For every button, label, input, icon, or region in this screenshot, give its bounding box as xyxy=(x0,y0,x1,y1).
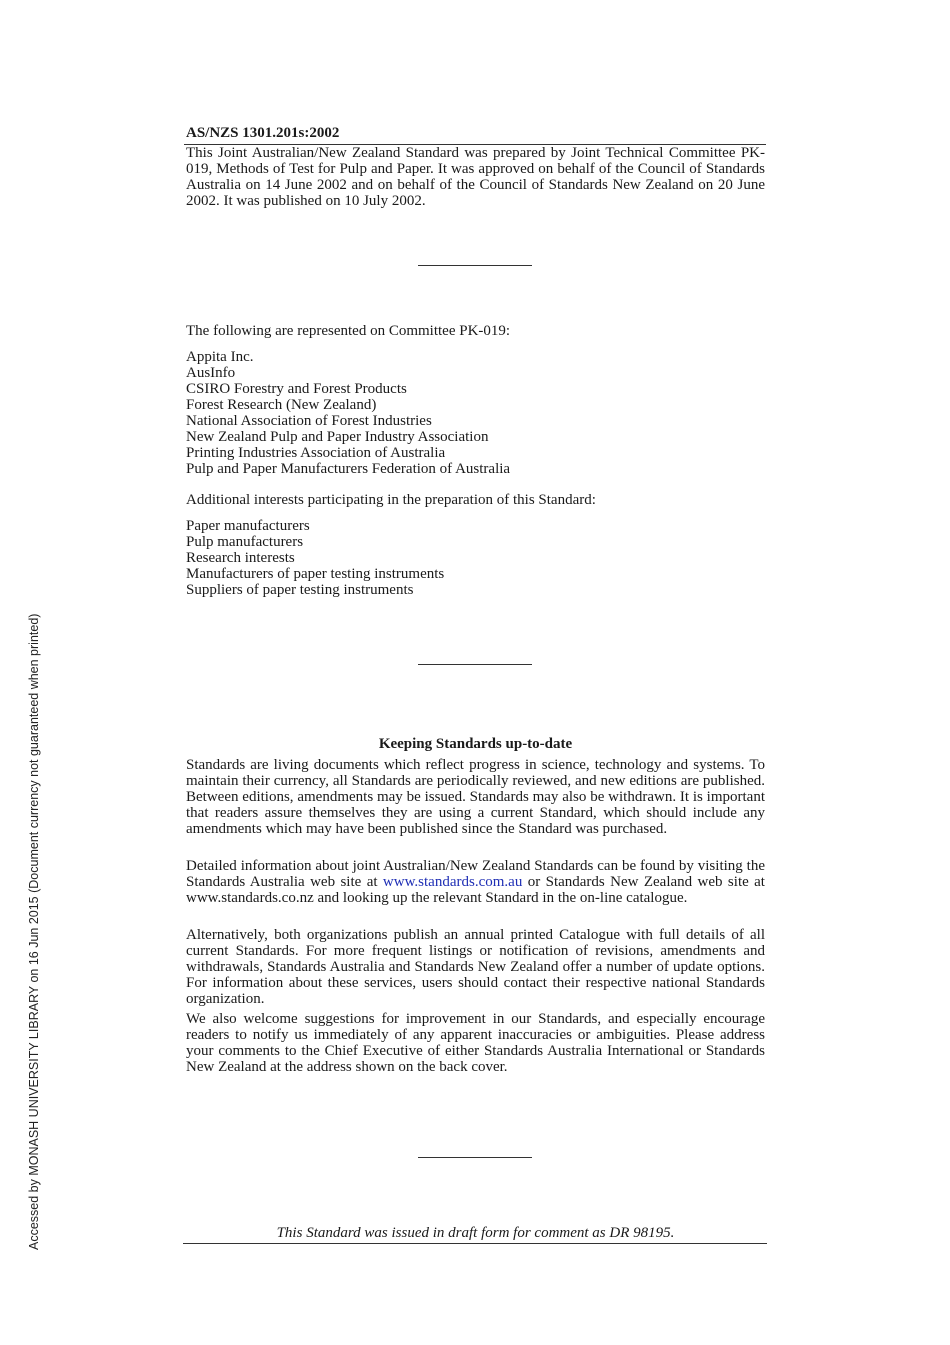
access-watermark: Accessed by MONASH UNIVERSITY LIBRARY on 16 Jun 2015 (Document currency not guaranteed when printed) xyxy=(27,613,41,1250)
footer-rule xyxy=(183,1243,767,1244)
section-divider-2 xyxy=(418,664,532,665)
committee-member: CSIRO Forestry and Forest Products xyxy=(186,381,407,397)
paragraph-text: or Standards New Zealand web site at www.standards.co.nz and looking up the relevant Standard in the on-line catalogue. xyxy=(186,874,765,906)
standards-australia-link[interactable]: www.standards.com.au xyxy=(382,874,523,890)
section-divider-3 xyxy=(418,1157,532,1158)
committee-member: Printing Industries Association of Australia xyxy=(186,445,446,461)
document-page xyxy=(186,0,765,1345)
committee-member: Pulp and Paper Manufacturers Federation of Australia xyxy=(186,461,511,477)
committee-member: AusInfo xyxy=(186,365,236,381)
keeping-paragraph-3: Alternatively, both organizations publish an annual printed Catalogue with full details of all current Standards. For more frequent listings or notification of revisions, amendments and withdrawals, Standards Australia and Standards New Zealand offer a number of update options. For information about these services, users should contact their respective national Standards organization. xyxy=(186,927,765,1007)
additional-interest: Paper manufacturers xyxy=(186,518,310,534)
committee-member-list xyxy=(186,349,510,477)
additional-interest: Pulp manufacturers xyxy=(186,534,304,550)
additional-interest: Manufacturers of paper testing instruments xyxy=(186,566,445,582)
additional-interests-list xyxy=(186,518,444,598)
additional-interests-intro: Additional interests participating in the preparation of this Standard: xyxy=(186,492,596,508)
keeping-standards-heading: Keeping Standards up-to-date xyxy=(378,736,573,752)
additional-interest: Suppliers of paper testing instruments xyxy=(186,582,414,598)
additional-interest: Research interests xyxy=(186,550,295,566)
draft-note: This Standard was issued in draft form for comment as DR 98195. xyxy=(276,1225,675,1241)
standard-id: AS/NZS 1301.201s:2002 xyxy=(186,125,340,141)
keeping-paragraph-4: We also welcome suggestions for improvement in our Standards, and especially encourage readers to notify us immediately of any apparent inaccuracies or ambiguities. Please address your comments to the Chief Executive of either Standards Australia International or Standards New Zealand at the address shown on the back cover. xyxy=(186,1011,765,1075)
keeping-paragraph-2 xyxy=(186,858,765,906)
committee-member: Forest Research (New Zealand) xyxy=(186,397,377,413)
keeping-paragraph-1: Standards are living documents which reflect progress in science, technology and systems. To maintain their currency, all Standards are periodically reviewed, and new editions are published. Between editions, amendments may be issued. Standards may also be withdrawn. It is important that readers assure themselves they are using a current Standard, which should include any amendments which may have been published since the Standard was purchased. xyxy=(186,757,765,837)
paragraph-text: Detailed information about joint Australian/New Zealand Standards can be found by visiting the Standards Australia web site at xyxy=(186,858,765,890)
section-divider-1 xyxy=(418,265,532,266)
committee-member: Appita Inc. xyxy=(186,349,254,365)
preparation-statement: This Joint Australian/New Zealand Standard was prepared by Joint Technical Committee PK-019, Methods of Test for Pulp and Paper. It was approved on behalf of the Council of Standards Australia on 14 June 2002 and on behalf of the Council of Standards New Zealand on 20 June 2002. It was published on 10 July 2002. xyxy=(186,145,765,209)
committee-member: New Zealand Pulp and Paper Industry Association xyxy=(186,429,489,445)
committee-member: National Association of Forest Industries xyxy=(186,413,432,429)
committee-intro: The following are represented on Committee PK-019: xyxy=(186,323,511,339)
